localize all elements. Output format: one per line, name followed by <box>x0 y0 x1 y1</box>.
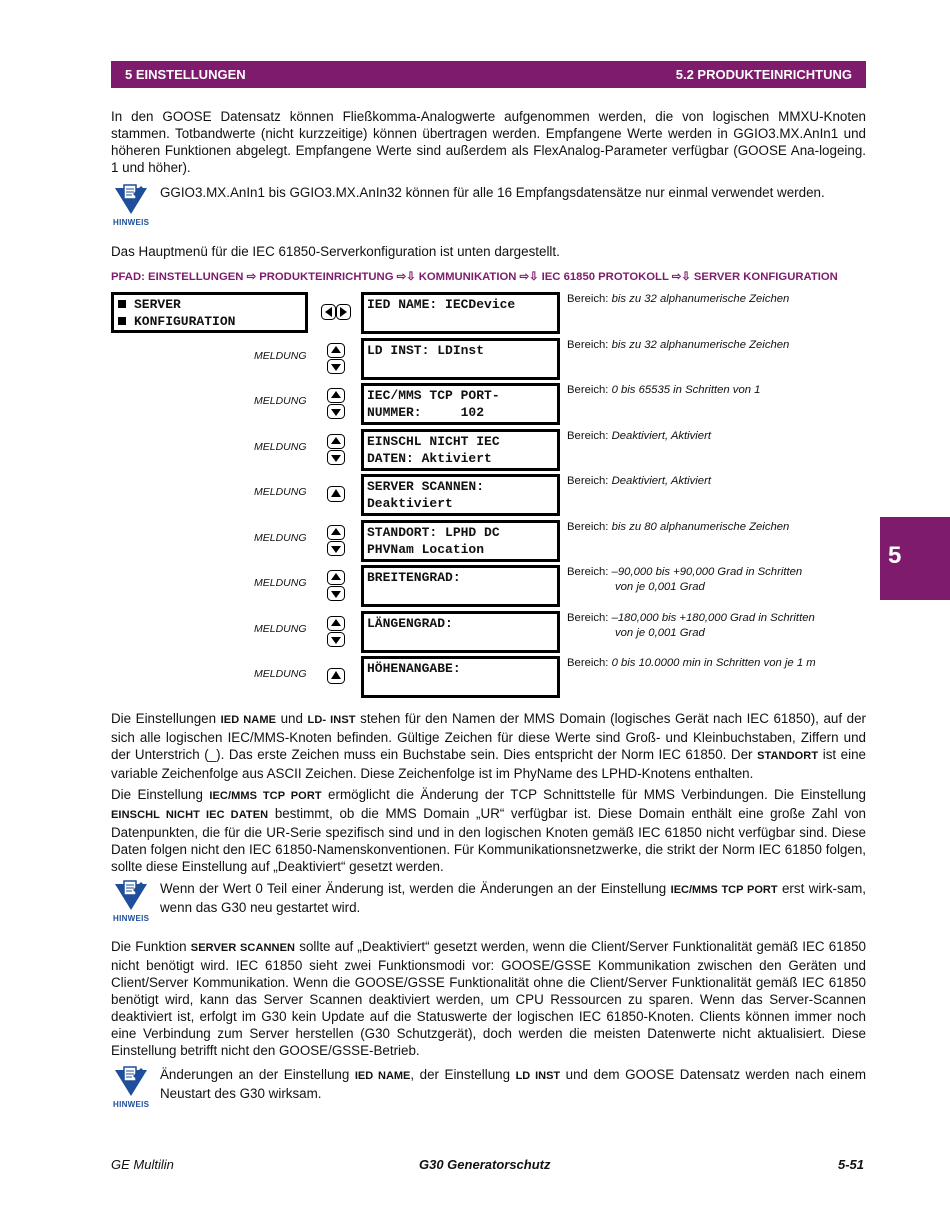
range-value-line2: von je 0,001 Grad <box>615 581 705 593</box>
settings-path <box>111 270 871 283</box>
up-down-arrows-icon <box>327 388 345 419</box>
footer-company: GE Multilin <box>111 1157 174 1172</box>
setting-display-box <box>361 292 560 334</box>
range-prefix: Bereich: <box>567 612 609 624</box>
setting-range <box>567 383 847 398</box>
setting-range <box>567 338 847 353</box>
setting-display-box <box>361 656 560 698</box>
arrow-right-icon: ⇨ <box>246 271 257 283</box>
setting-line1: SERVER SCANNEN: <box>367 479 485 494</box>
setting-row <box>0 656 950 698</box>
range-value: Deaktiviert, Aktiviert <box>611 475 711 487</box>
setting-row <box>0 383 950 425</box>
range-value: bis zu 32 alphanumerische Zeichen <box>611 293 790 305</box>
note-icon <box>111 184 151 230</box>
setting-display-box <box>361 474 560 516</box>
keyword: STANDORT <box>757 750 819 762</box>
range-value: –90,000 bis +90,000 Grad in Schritten <box>611 566 803 578</box>
arrow-down-icon: ⇩ <box>406 271 416 283</box>
arrow-down-icon: ⇩ <box>529 271 539 283</box>
paragraph-server-scan: Die Funktion SERVER SCANNEN sollte auf „Deaktiviert“ gesetzt werden, wenn die Client/Server Funktionalität gemäß IEC 61850 nicht benötigt wird. IEC 61850 sieht zwei Funktionsmodi vor: GOOSE/GSSE Kommunikation zwischen den Geräten und Client/Server Kommunikation. Wenn die GOOSE/GSSE Funktionalität ohne die Client/Server Funktionalität gemäß IEC 61850 benötigt wird, kann das Server Scannen deaktiviert werden, um CPU Ressourcen zu sparen. Wenn das Server-Scannen deaktiviert ist, erfolgt im G30 kein Update auf die Statuswerte der logischen IEC 61850-Knoten. Clients können immer noch eine Verbindung zum Server herstellen (G30 Schutzgerät), doch werden die meisten Datenwerte nicht aktualisiert. Diese Einstellung betrifft nicht den GOOSE/GSSE-Betrieb. <box>111 939 866 1058</box>
setting-range <box>567 611 847 641</box>
arrow-right-icon: ⇨ <box>519 271 530 283</box>
setting-line2: PHVNam Location <box>367 542 485 557</box>
setting-display-box <box>361 565 560 607</box>
menu-intro-text: Das Hauptmenü für die IEC 61850-Serverkonfiguration ist unten dargestellt. <box>111 244 560 259</box>
paragraph-tcp-port: Die Einstellung IEC/MMS TCP PORT ermöglicht die Änderung der TCP Schnittstelle für MMS Verbindungen. Die Einstellung EINSCHL NICHT IEC DATEN bestimmt, ob die MMS Domain „UR“ verfügbar ist. Diese Domain enthält eine große Zahl von Datenpunkten, die für die UR-Serie spezifisch sind und in den logischen Knoten gemäß IEC 61850 nicht verfügbar sind. Diese Daten folgen nicht den IEC 61850-Namenskonventionen. Für Kommunikationsnetzwerke, die strikt der Norm IEC 61850 folgen, sollte diese Einstellung auf „Deaktiviert“ gesetzt werden. <box>111 787 866 874</box>
meldung-label: MELDUNG <box>254 395 307 407</box>
note-label: HINWEIS <box>113 914 150 923</box>
note-text: Wenn der Wert 0 Teil einer Änderung ist, werden die Änderungen an der Einstellung IEC/MMS TCP PORT erst wirk-sam, wenn das G30 neu gestartet wird. <box>160 881 866 915</box>
range-value: 0 bis 10.0000 min in Schritten von je 1 m <box>611 657 816 669</box>
range-value: Deaktiviert, Aktiviert <box>611 430 711 442</box>
range-prefix: Bereich: <box>567 521 609 533</box>
setting-line2: NUMMER: 102 <box>367 405 485 420</box>
keyword: IEC/MMS TCP PORT <box>209 790 322 802</box>
setting-line1: STANDORT: LPHD DC <box>367 525 500 540</box>
setting-range <box>567 656 847 671</box>
setting-line1: BREITENGRAD: <box>367 570 461 585</box>
arrow-right-icon: ⇨ <box>396 271 407 283</box>
setting-range <box>567 520 847 535</box>
range-prefix: Bereich: <box>567 566 609 578</box>
keyword: LD- INST <box>307 714 356 726</box>
note-text: GGIO3.MX.AnIn1 bis GGIO3.MX.AnIn32 können für alle 16 Empfangsdatensätze nur einmal verwendet werden. <box>160 185 825 200</box>
range-prefix: Bereich: <box>567 293 609 305</box>
keyword: IEC/MMS TCP PORT <box>670 884 778 896</box>
setting-display-box <box>361 338 560 380</box>
meldung-label: MELDUNG <box>254 486 307 498</box>
setting-range <box>567 565 847 595</box>
range-prefix: Bereich: <box>567 475 609 487</box>
setting-line2: DATEN: Aktiviert <box>367 451 492 466</box>
meldung-label: MELDUNG <box>254 532 307 544</box>
note-label: HINWEIS <box>113 218 150 227</box>
setting-line1: IED NAME: IECDevice <box>367 297 516 312</box>
range-value: 0 bis 65535 in Schritten von 1 <box>611 384 761 396</box>
section-title: 5.2 PRODUKTEINRICHTUNG <box>675 67 852 82</box>
up-arrow-icon <box>327 486 345 502</box>
keyword: LD INST <box>515 1070 561 1082</box>
up-down-arrows-icon <box>327 525 345 556</box>
keyword: SERVER SCANNEN <box>190 942 296 954</box>
note-label: HINWEIS <box>113 1100 150 1109</box>
setting-display-box <box>361 520 560 562</box>
path-step: PRODUKTEINRICHTUNG <box>259 271 394 283</box>
keyword: IED NAME <box>354 1070 411 1082</box>
setting-row <box>0 474 950 516</box>
menu-title-line1: SERVER <box>134 297 181 312</box>
setting-line1: LD INST: LDInst <box>367 343 485 358</box>
keyword: IED NAME <box>220 714 277 726</box>
section-header-bar <box>111 61 866 88</box>
setting-range <box>567 292 847 307</box>
chapter-tab-number: 5 <box>888 542 902 569</box>
setting-line1: IEC/MMS TCP PORT- <box>367 388 500 403</box>
range-value: bis zu 80 alphanumerische Zeichen <box>611 521 790 533</box>
path-root: PFAD: EINSTELLUNGEN <box>111 271 244 283</box>
path-step: IEC 61850 PROTOKOLL <box>541 271 669 283</box>
meldung-label: MELDUNG <box>254 441 307 453</box>
note-icon <box>111 1066 151 1112</box>
up-down-arrows-icon <box>327 343 345 374</box>
setting-row <box>0 565 950 607</box>
footer-product: G30 Generatorschutz <box>419 1157 551 1172</box>
range-prefix: Bereich: <box>567 339 609 351</box>
path-step: SERVER KONFIGURATION <box>693 271 838 283</box>
meldung-label: MELDUNG <box>254 623 307 635</box>
range-value: –180,000 bis +180,000 Grad in Schritten <box>611 612 815 624</box>
note-icon <box>111 880 151 926</box>
footer-page-number: 5-51 <box>838 1157 865 1172</box>
menu-title-line2: KONFIGURATION <box>134 314 236 329</box>
up-down-arrows-icon <box>327 570 345 601</box>
up-down-arrows-icon <box>327 616 345 647</box>
path-step: KOMMUNIKATION <box>418 271 517 283</box>
range-prefix: Bereich: <box>567 384 609 396</box>
note-text: Änderungen an der Einstellung IED NAME, der Einstellung LD INST und dem GOOSE Datensatz werden nach einem Neustart des G30 wirksam. <box>160 1067 867 1101</box>
intro-paragraph: In den GOOSE Datensatz können Fließkomma-Analogwerte aufgenommen werden, die von logischen MMXU-Knoten stammen. Totbandwerte (nicht kurzzeitige) können übertragen werden. Empfangene Werte werden in GGIO3.MX.AnIn1 und höheren Funktionen abgelegt. Empfangene Werte sind außerdem als FlexAnalog-Parameter verfügbar (GOOSE Ana-logeing. 1 und höher). <box>111 109 866 175</box>
keyword: EINSCHL NICHT IEC DATEN <box>111 809 269 821</box>
up-down-arrows-icon <box>327 434 345 465</box>
chapter-title: 5 EINSTELLUNGEN <box>125 67 246 82</box>
setting-row <box>0 429 950 471</box>
setting-line2: Deaktiviert <box>367 496 453 511</box>
setting-row <box>0 338 950 380</box>
up-arrow-icon <box>327 668 345 684</box>
arrow-right-icon: ⇨ <box>671 271 682 283</box>
arrow-down-icon: ⇩ <box>681 271 691 283</box>
setting-row <box>0 520 950 562</box>
setting-line1: EINSCHL NICHT IEC <box>367 434 500 449</box>
setting-range <box>567 429 847 444</box>
setting-line1: HÖHENANGABE: <box>367 661 461 676</box>
setting-display-box <box>361 611 560 653</box>
range-prefix: Bereich: <box>567 657 609 669</box>
setting-row <box>0 611 950 653</box>
setting-display-box <box>361 383 560 425</box>
range-value-line2: von je 0,001 Grad <box>615 627 705 639</box>
setting-display-box <box>361 429 560 471</box>
setting-row <box>0 292 950 334</box>
range-value: bis zu 32 alphanumerische Zeichen <box>611 339 790 351</box>
meldung-label: MELDUNG <box>254 577 307 589</box>
paragraph-ied-name: Die Einstellungen IED NAME und LD- INST stehen für den Namen der MMS Domain (logisches Gerät nach IEC 61850), auf der sich alle logischen IEC/MMS-Knoten befinden. Gültige Zeichen für diese Werte sind Groß- und Kleinbuchstaben, Ziffern und der Unterstrich (_). Das erste Zeichen muss ein Buchstabe sein. Dies entspricht der Norm IEC 61850. Der STANDORT ist eine variable Zeichenfolge aus ASCII Zeichen. Diese Zeichenfolge ist im PhyName des LPHD-Knotens enthalten. <box>111 711 866 781</box>
setting-line1: LÄNGENGRAD: <box>367 616 453 631</box>
range-prefix: Bereich: <box>567 430 609 442</box>
meldung-label: MELDUNG <box>254 668 307 680</box>
setting-range <box>567 474 847 489</box>
meldung-label: MELDUNG <box>254 350 307 362</box>
